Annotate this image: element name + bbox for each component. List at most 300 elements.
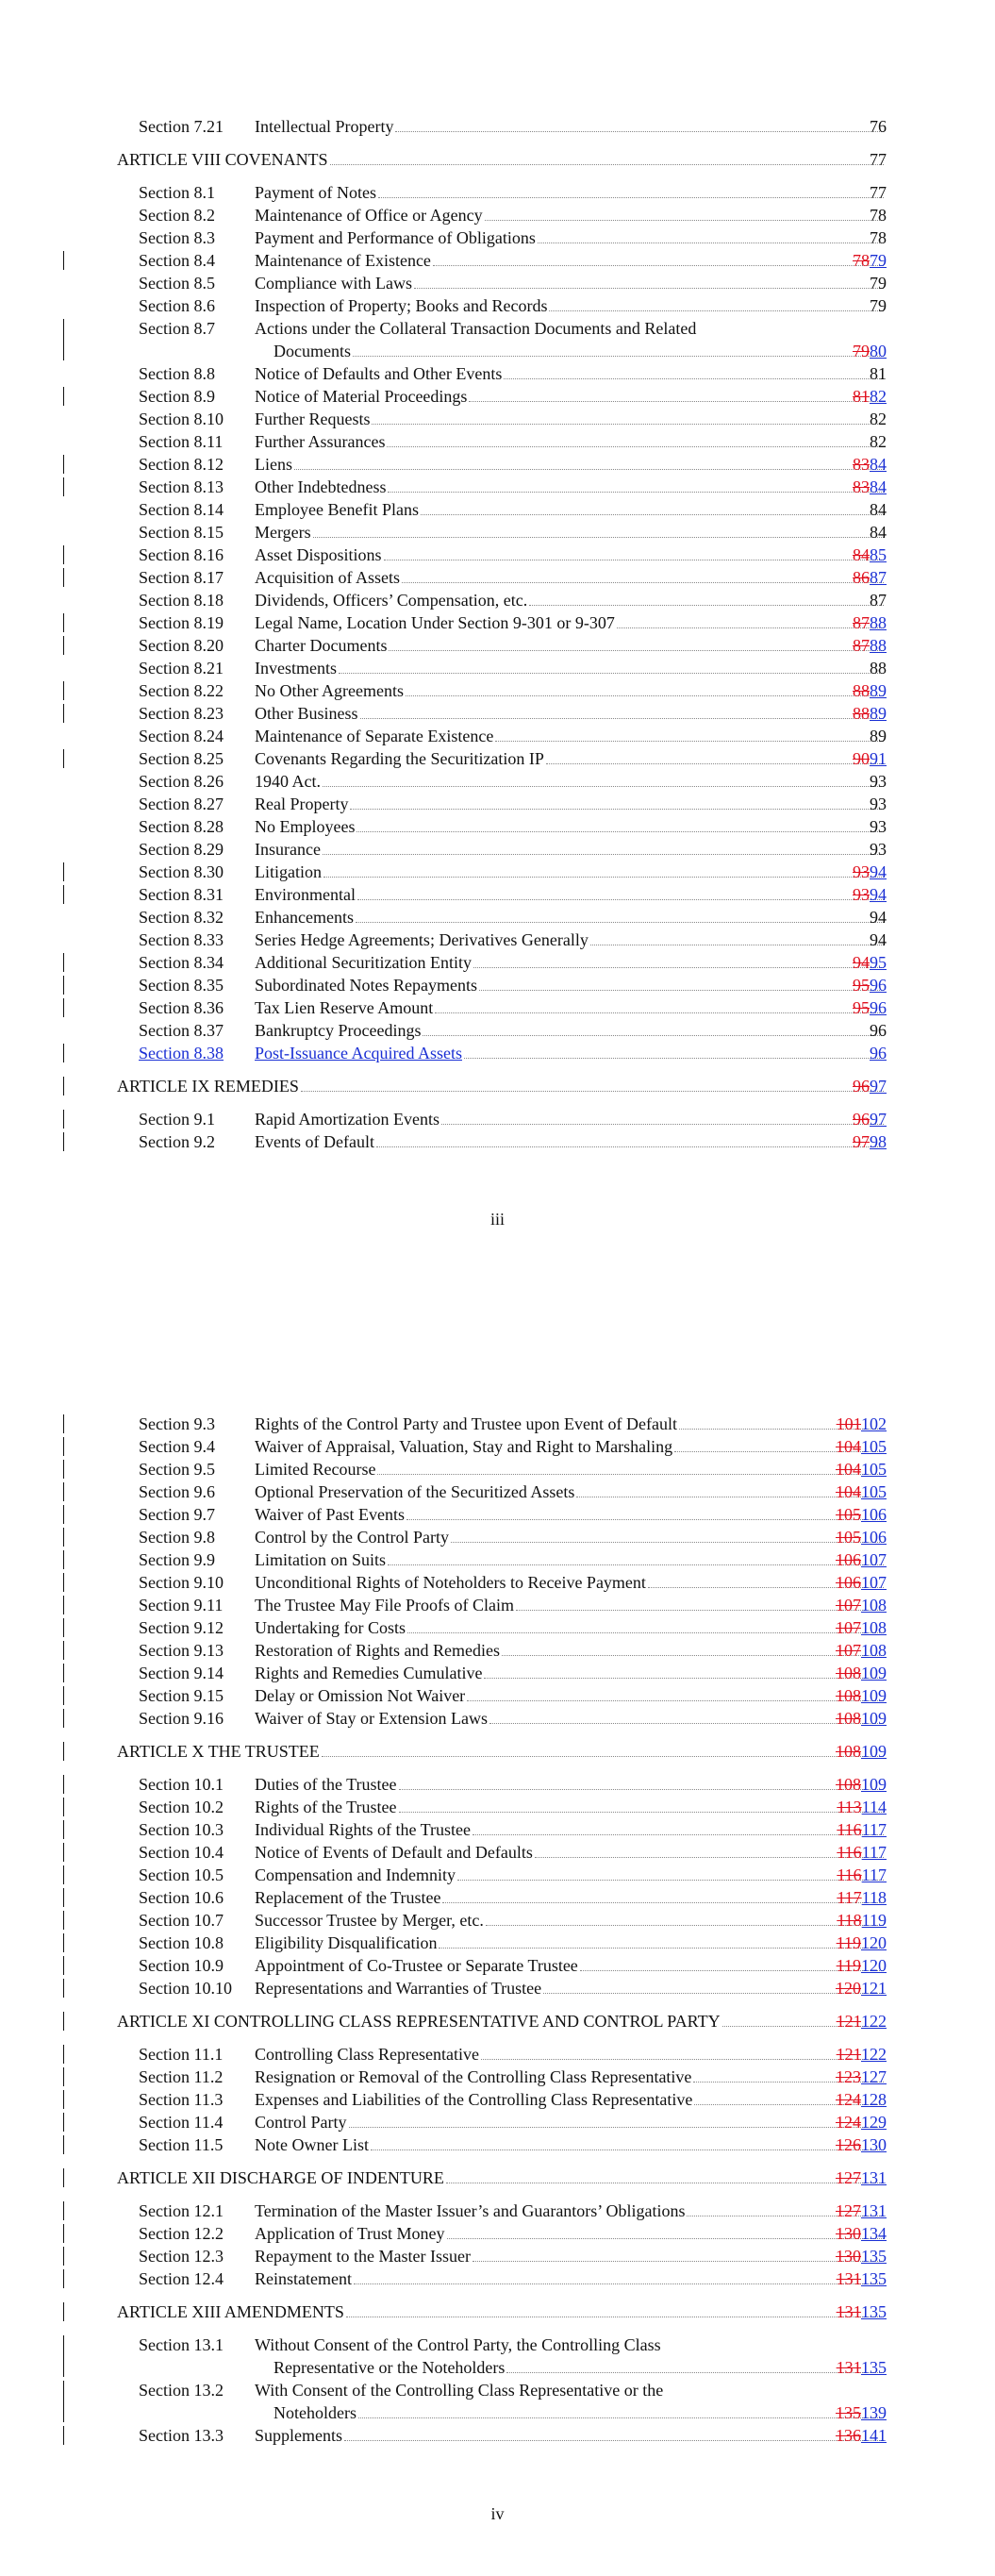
entry-title [255,951,887,974]
entry-title [255,1435,887,1458]
deleted-page-number: 108 [836,1664,861,1682]
page-reference [853,611,887,634]
inserted-page-number: 106 [861,1528,887,1547]
change-bar [63,2090,64,2109]
toc-section-entry [0,2222,995,2245]
entry-title-text: Maintenance of Office or Agency [255,206,483,225]
inserted-page-number: 88 [870,613,887,632]
page-reference [853,861,887,883]
inserted-page-number: 94 [870,862,887,881]
entry-title [255,521,887,544]
section-number: Section 8.12 [139,455,224,474]
toc-section-entry [0,634,995,657]
entry-title-text: Other Business [255,704,358,723]
entry-title-text: Successor Trustee by Merger, etc. [255,1911,484,1930]
dot-leader [399,1773,885,1790]
entry-title [255,1526,887,1548]
deleted-page-number: 123 [836,2067,861,2086]
section-number: Section 9.11 [139,1596,224,1614]
dot-leader [323,861,884,878]
inserted-page-number: 120 [861,1956,887,1975]
section-number: Section 9.10 [139,1573,224,1592]
section-number: Section 9.13 [139,1641,224,1660]
change-bar [63,636,64,655]
entry-title-text: Rights of the Control Party and Trustee upon Event of Default [255,1414,677,1433]
section-number: Section 11.2 [139,2067,224,2086]
deleted-page-number: 127 [836,2201,861,2220]
entry-title-text: Resignation or Removal of the Controlling Class Representative [255,2067,692,2086]
section-number: Section 11.3 [139,2090,224,2109]
toc-section-entry [0,1707,995,1730]
entry-title [117,2010,887,2032]
page-reference [853,1130,887,1153]
dot-leader [322,1740,884,1757]
page-reference [853,996,887,1019]
dot-leader [406,1503,884,1520]
change-bar [63,2012,64,2031]
section-number: Section 8.16 [139,545,224,564]
inserted-page-number: 120 [861,1933,887,1952]
deleted-page-number: 107 [836,1641,861,1660]
dot-leader [384,544,884,560]
entry-title [255,2111,887,2133]
dot-leader [346,2300,884,2317]
entry-title-text: Additional Securitization Entity [255,953,472,972]
dot-leader [372,408,884,425]
section-number: Section 8.18 [139,591,224,610]
entry-title [255,928,887,951]
deleted-page-number: 118 [837,1911,862,1930]
change-bar [63,1550,64,1569]
dot-leader [516,1594,884,1611]
page-reference [837,1864,887,1886]
dot-leader [378,181,884,198]
toc-section-entry [0,115,995,138]
dot-leader [389,634,884,651]
entry-title [117,148,887,171]
entry-title-text: ARTICLE VIII COVENANTS [117,150,328,169]
inserted-page-number: 79 [870,251,887,270]
change-bar [63,2113,64,2132]
inserted-page-number: 119 [861,1911,887,1930]
change-bar [63,1865,64,1884]
section-number: Section 10.7 [139,1911,224,1930]
inserted-page-number: 84 [870,455,887,474]
section-number: Section 8.1 [139,183,215,202]
dot-leader [330,148,884,165]
change-bar [63,1979,64,1998]
change-bar [63,704,64,723]
dot-leader [485,204,884,221]
inserted-page-number: 128 [861,2090,887,2109]
page-reference [837,1932,887,1954]
dot-leader [473,2245,884,2262]
inserted-page-number: 134 [861,2224,887,2243]
toc-section-entry [0,1458,995,1480]
dot-leader [388,476,884,493]
dot-leader [357,815,884,832]
toc-section-entry [0,272,995,294]
page-reference [837,1954,887,1977]
inserted-page-number: 87 [870,568,887,587]
entry-title-text: Liens [255,455,292,474]
section-number: Section 8.38 [139,1044,224,1062]
entry-title [255,1019,887,1042]
entry-title-text: Acquisition of Assets [255,568,401,587]
entry-title [255,657,887,679]
dot-leader [538,226,884,243]
toc-section-entry [0,838,995,861]
entry-title-text: Subordinated Notes Repayments [255,976,477,995]
section-number: Section 8.19 [139,613,224,632]
entry-title-text: Compliance with Laws [255,274,412,293]
section-number: Section 8.26 [139,772,224,791]
entry-title [255,2066,887,2088]
page-reference [853,951,887,974]
entry-title [255,702,887,725]
toc-section-entry [0,2379,995,2424]
section-number: Section 9.5 [139,1460,215,1479]
dot-leader [439,1932,884,1949]
entry-title [255,1480,887,1503]
deleted-page-number: 83 [853,477,870,496]
change-bar [63,2269,64,2288]
change-bar [63,1505,64,1524]
change-bar [63,1437,64,1456]
change-bar [63,1618,64,1637]
entry-title [255,1594,887,1616]
section-number: Section 10.9 [139,1956,224,1975]
page-reference [853,679,887,702]
deleted-page-number: 108 [836,1686,861,1705]
section-number: Section 8.8 [139,364,215,383]
section-number: Section 8.35 [139,976,224,995]
entry-title [255,611,887,634]
change-bar [63,477,64,496]
deleted-page-number: 90 [853,749,870,768]
dot-leader [529,589,884,606]
entry-title [255,1886,887,1909]
section-number: Section 9.8 [139,1528,215,1547]
change-bar [63,1482,64,1501]
dot-leader [402,566,884,583]
change-bar [63,1664,64,1682]
entry-title-text: ARTICLE XI CONTROLLING CLASS REPRESENTATIVE AND CONTROL PARTY [117,2012,721,2031]
dot-leader [442,1886,884,1903]
change-bar [63,998,64,1017]
toc-section-entry [0,928,995,951]
entry-title [255,1841,887,1864]
entry-title-text: Individual Rights of the Trustee [255,1820,471,1839]
change-bar [63,2381,64,2422]
dot-leader [294,453,884,470]
inserted-page-number: 80 [870,342,887,360]
page-reference [853,883,887,906]
toc-section-entry [0,951,995,974]
deleted-page-number: 105 [836,1505,861,1524]
entry-title-text: Limited Recourse [255,1460,376,1479]
toc-article-entry [0,1075,995,1097]
change-bar [63,885,64,904]
dot-leader [457,1864,884,1881]
page-reference [836,2245,887,2267]
entry-title-text: Representative or the Noteholders [274,2358,506,2377]
deleted-page-number: 131 [836,2302,861,2321]
inserted-page-number: 127 [861,2067,887,2086]
entry-title [255,430,887,453]
page-reference [837,2356,887,2379]
entry-title [255,1571,887,1594]
section-number: Section 10.3 [139,1820,224,1839]
inserted-page-number: 107 [861,1573,887,1592]
entry-title-text: Further Assurances [255,432,386,451]
toc-section-entry [0,996,995,1019]
entry-title [255,476,887,498]
inserted-page-number: 130 [861,2135,887,2154]
dot-leader [301,1075,884,1092]
page-reference [836,1684,887,1707]
section-number: Section 12.4 [139,2269,224,2288]
inserted-page-number: 109 [861,1775,887,1794]
dot-leader [489,1707,884,1724]
toc-section-entry [0,2333,995,2379]
page-reference: 89 [870,727,887,745]
toc-section-entry [0,1108,995,1130]
dot-leader [484,1662,884,1679]
entry-title [255,906,887,928]
section-number: Section 8.13 [139,477,224,496]
section-number: Section 8.28 [139,817,224,836]
deleted-page-number: 119 [836,1933,861,1952]
page-reference [836,1435,887,1458]
dot-leader [543,1977,884,1994]
entry-title [255,1503,887,1526]
entry-title-text: Maintenance of Existence [255,251,431,270]
section-number: Section 8.5 [139,274,215,293]
dot-leader [354,2267,884,2284]
dot-leader [549,294,884,311]
section-number: Section 8.29 [139,840,224,859]
deleted-page-number: 101 [836,1414,861,1433]
toc-section-entry [0,294,995,317]
page-reference [836,1526,887,1548]
dot-leader [376,1130,884,1147]
change-bar [63,455,64,474]
entry-title [255,115,887,138]
entry-title-text: Events of Default [255,1132,374,1151]
section-number: Section 8.36 [139,998,224,1017]
entry-title [255,294,887,317]
section-number: Section 8.30 [139,862,224,881]
section-number: Section 10.2 [139,1798,224,1816]
inserted-page-number: 98 [870,1132,887,1151]
section-number: Section 8.32 [139,908,224,927]
entry-title [255,2200,887,2222]
toc-article-entry [0,1740,995,1763]
dot-leader [481,2043,884,2060]
deleted-page-number: 124 [836,2113,861,2132]
section-number: Section 8.11 [139,432,224,451]
entry-title-text: Enhancements [255,908,354,927]
entry-title-text: Notice of Material Proceedings [255,387,468,406]
entry-title-text: Notice of Defaults and Other Events [255,364,503,383]
change-bar [63,1044,64,1062]
entry-title [255,1977,887,1999]
dot-leader [451,1526,884,1543]
entry-title-text: Notice of Events of Default and Defaults [255,1843,533,1862]
deleted-page-number: 95 [853,976,870,995]
dot-leader [486,1909,884,1926]
deleted-page-number: 119 [836,1956,861,1975]
entry-title [255,249,887,272]
page-reference [837,2010,887,2032]
inserted-page-number: 106 [861,1505,887,1524]
inserted-page-number: 96 [870,1044,887,1062]
entry-title-text: Control by the Control Party [255,1528,449,1547]
entry-title-text: Employee Benefit Plans [255,500,419,519]
section-number: Section 11.1 [139,2045,224,2064]
deleted-page-number: 97 [853,1132,870,1151]
page-reference [853,566,887,589]
entry-title [274,2401,887,2424]
entry-title [117,2166,887,2189]
dot-leader [407,1616,884,1633]
entry-title [117,1740,887,1763]
inserted-page-number: 94 [870,885,887,904]
deleted-page-number: 106 [836,1573,861,1592]
entry-title-text: ARTICLE X THE TRUSTEE [117,1742,320,1761]
page-reference [853,544,887,566]
change-bar [63,1742,64,1761]
section-number: Section 9.15 [139,1686,224,1705]
entry-title [255,2424,887,2447]
entry-title-text: ARTICLE XII DISCHARGE OF INDENTURE [117,2168,444,2187]
dot-leader [421,498,884,515]
section-number: Section 9.1 [139,1110,215,1129]
entry-title [255,1548,887,1571]
inserted-page-number: 105 [861,1482,887,1501]
deleted-page-number: 121 [836,2045,861,2064]
inserted-page-number: 96 [870,998,887,1017]
entry-title-text: Control Party [255,2113,347,2132]
page-reference [836,2222,887,2245]
page-number-footer: iv [490,2504,505,2523]
toc-section-entry [0,226,995,249]
entry-title-text: Termination of the Master Issuer’s and Guarantors’ Obligations [255,2201,686,2220]
entry-title-text: Series Hedge Agreements; Derivatives Generally [255,930,589,949]
section-number: Section 8.24 [139,727,224,745]
inserted-page-number: 107 [861,1550,887,1569]
toc-section-entry [0,408,995,430]
deleted-page-number: 120 [836,1979,861,1998]
section-number: Section 9.2 [139,1132,215,1151]
inserted-page-number: 118 [861,1888,887,1907]
page-reference [836,2111,887,2133]
entry-title-text: Delay or Omission Not Waiver [255,1686,466,1705]
toc-section-entry [0,317,995,362]
toc-section-entry [0,2245,995,2267]
toc-section-entry [0,2111,995,2133]
page-reference [836,2166,887,2189]
entry-title [117,2300,887,2323]
entry-title-text: Documents [274,342,351,360]
change-bar [63,1573,64,1592]
dot-leader [339,657,884,674]
toc-section-entry [0,793,995,815]
inserted-page-number: 91 [870,749,887,768]
toc-section-entry [0,906,995,928]
page-reference: 93 [870,817,887,836]
dot-leader [353,340,884,357]
deleted-page-number: 94 [853,953,870,972]
dot-leader [617,611,884,628]
page-reference: 84 [870,523,887,542]
entry-title [255,1707,887,1730]
change-bar [63,2168,64,2187]
toc-section-entry [0,1480,995,1503]
change-bar [63,681,64,700]
deleted-page-number: 126 [836,2135,861,2154]
dot-leader [371,2133,884,2150]
dot-leader [388,1548,884,1565]
change-bar [63,251,64,270]
entry-title-text: Supplements [255,2426,342,2445]
toc-section-entry [0,1435,995,1458]
page-reference [853,340,887,362]
dot-leader [433,249,884,266]
entry-title-text: ARTICLE IX REMEDIES [117,1077,299,1096]
entry-title-text: Representations and Warranties of Trustee [255,1979,542,1998]
dot-leader [464,1042,884,1059]
entry-title [274,340,887,362]
change-bar [63,319,64,360]
page-reference [836,1503,887,1526]
change-bar [63,1888,64,1907]
inserted-page-number: 117 [861,1843,887,1862]
dot-leader [349,2111,885,2128]
entry-title-text: Other Indebtedness [255,477,387,496]
page-reference: 84 [870,500,887,519]
deleted-page-number: 104 [836,1482,861,1501]
deleted-page-number: 88 [853,681,870,700]
deleted-page-number: 108 [836,1775,861,1794]
section-title-line: With Consent of the Controlling Class Representative or the [255,2381,664,2400]
inserted-page-number: 96 [870,976,887,995]
entry-title [274,2356,887,2379]
inserted-page-number: 84 [870,477,887,496]
entry-title [255,1684,887,1707]
section-number: Section 11.4 [139,2113,224,2132]
entry-title-text: No Other Agreements [255,681,404,700]
page-reference: 78 [870,228,887,247]
deleted-page-number: 131 [836,2269,861,2288]
toc-section-entry [0,1042,995,1064]
inserted-page-number: 117 [861,1820,887,1839]
page-reference: 82 [870,432,887,451]
page-reference [836,1571,887,1594]
change-bar [63,1709,64,1728]
change-bar [63,387,64,406]
entry-title-text: Reinstatement [255,2269,352,2288]
deleted-page-number: 116 [837,1820,862,1839]
deleted-page-number: 108 [836,1709,861,1728]
entry-title-text: Expenses and Liabilities of the Controlling Class Representative [255,2090,693,2109]
dot-leader [447,2222,884,2239]
deleted-page-number: 107 [836,1596,861,1614]
change-bar [63,1414,64,1433]
toc-section-entry [0,1909,995,1932]
toc-section-entry [0,1796,995,1818]
